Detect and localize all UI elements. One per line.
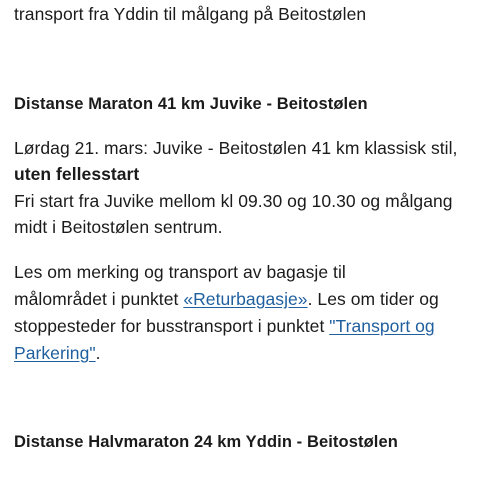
returbagasje-link[interactable]: «Returbagasje» [183, 289, 308, 309]
baggage-info-line1: Les om merking og transport av bagasje til [14, 262, 346, 282]
baggage-text-prefix: målområdet i punktet [14, 289, 184, 309]
marathon-heading: Distanse Maraton 41 km Juvike - Beitostølen [14, 95, 368, 113]
baggage-info-line2 [14, 286, 439, 312]
marathon-finish-info: midt i Beitostølen sentrum. [14, 217, 223, 237]
transport-info-line2 [14, 340, 101, 366]
transport-text-prefix: stoppesteder for busstransport i punktet [14, 316, 330, 336]
marathon-start-type: uten fellesstart [14, 164, 140, 184]
transport-info-line1 [14, 313, 435, 339]
transport-parkering-link-part2[interactable]: Parkering" [14, 343, 96, 363]
half-marathon-heading: Distanse Halvmaraton 24 km Yddin - Beitostølen [14, 433, 398, 451]
baggage-text-suffix: . Les om tider og [307, 289, 439, 309]
intro-text: transport fra Yddin til målgang på Beitostølen [14, 4, 367, 24]
transport-parkering-link-part1[interactable]: "Transport og [329, 316, 435, 336]
transport-text-suffix: . [95, 343, 101, 363]
marathon-date-text: Lørdag 21. mars: Juvike - Beitostølen 41 km klassisk stil, [14, 138, 458, 158]
marathon-start-info: Fri start fra Juvike mellom kl 09.30 og 10.30 og målgang [14, 191, 453, 211]
